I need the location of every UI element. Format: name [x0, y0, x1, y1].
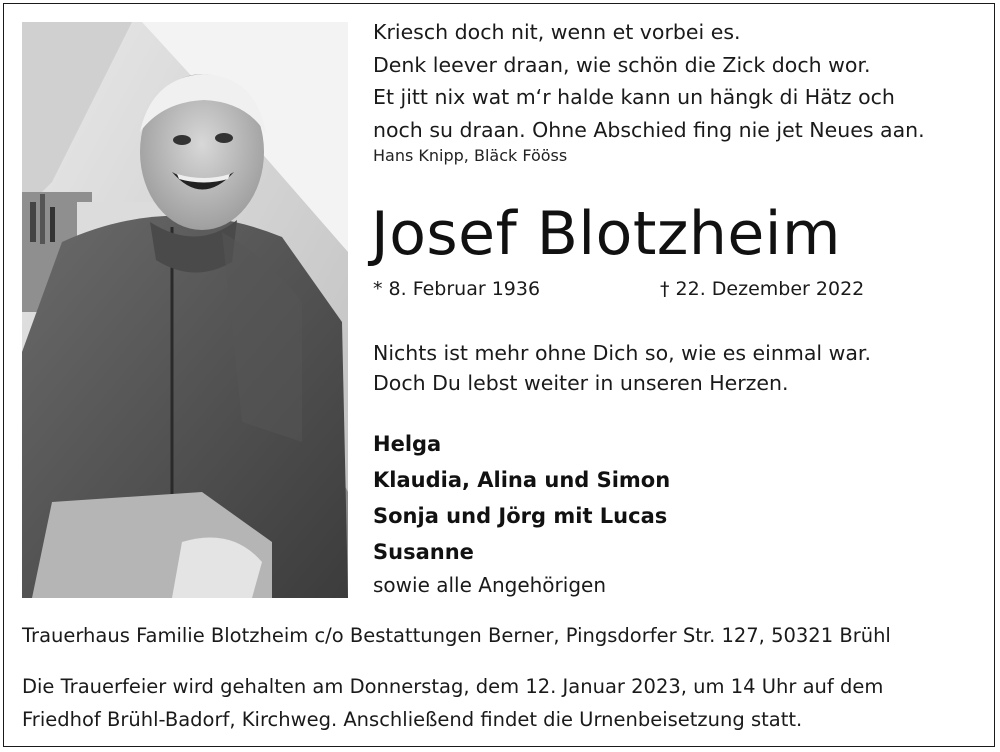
funeral-service-info [22, 670, 883, 736]
poem-line: noch su draan. Ohne Abschied fing nie jet Neues aan. [373, 117, 925, 142]
deceased-name: Josef Blotzheim [371, 199, 841, 269]
mourning-line: Doch Du lebst weiter in unseren Herzen. [373, 371, 789, 395]
poem-line: Kriesch doch nit, wenn et vorbei es. [373, 20, 741, 44]
relatives-note: sowie alle Angehörigen [373, 573, 606, 597]
service-line: Die Trauerfeier wird gehalten am Donnerstag, dem 12. Januar 2023, um 14 Uhr auf dem [22, 675, 884, 698]
portrait-photo [22, 22, 348, 598]
poem-line: Denk leever draan, wie schön die Zick doch wor. [373, 52, 871, 77]
family-member: Helga [373, 432, 442, 456]
family-member: Sonja und Jörg mit Lucas [373, 504, 668, 528]
poem-line: Et jitt nix wat m‘r halde kann un hängk di Hätz och [373, 85, 895, 109]
service-line: Friedhof Brühl-Badorf, Kirchweg. Anschließend findet die Urnenbeisetzung statt. [22, 708, 803, 731]
family-member: Susanne [373, 540, 474, 564]
poem-attribution: Hans Knipp, Bläck Fööss [373, 146, 568, 165]
family-member: Klaudia, Alina und Simon [373, 468, 671, 492]
mourning-house-address: Trauerhaus Familie Blotzheim c/o Bestattungen Berner, Pingsdorfer Str. 127, 50321 Brühl [22, 624, 891, 647]
mourning-text [373, 338, 871, 398]
death-date: † 22. Dezember 2022 [660, 278, 865, 300]
mourning-line: Nichts ist mehr ohne Dich so, wie es einmal war. [373, 341, 871, 365]
poem [373, 16, 983, 146]
family-list [373, 426, 670, 570]
birth-date: * 8. Februar 1936 [373, 278, 541, 300]
